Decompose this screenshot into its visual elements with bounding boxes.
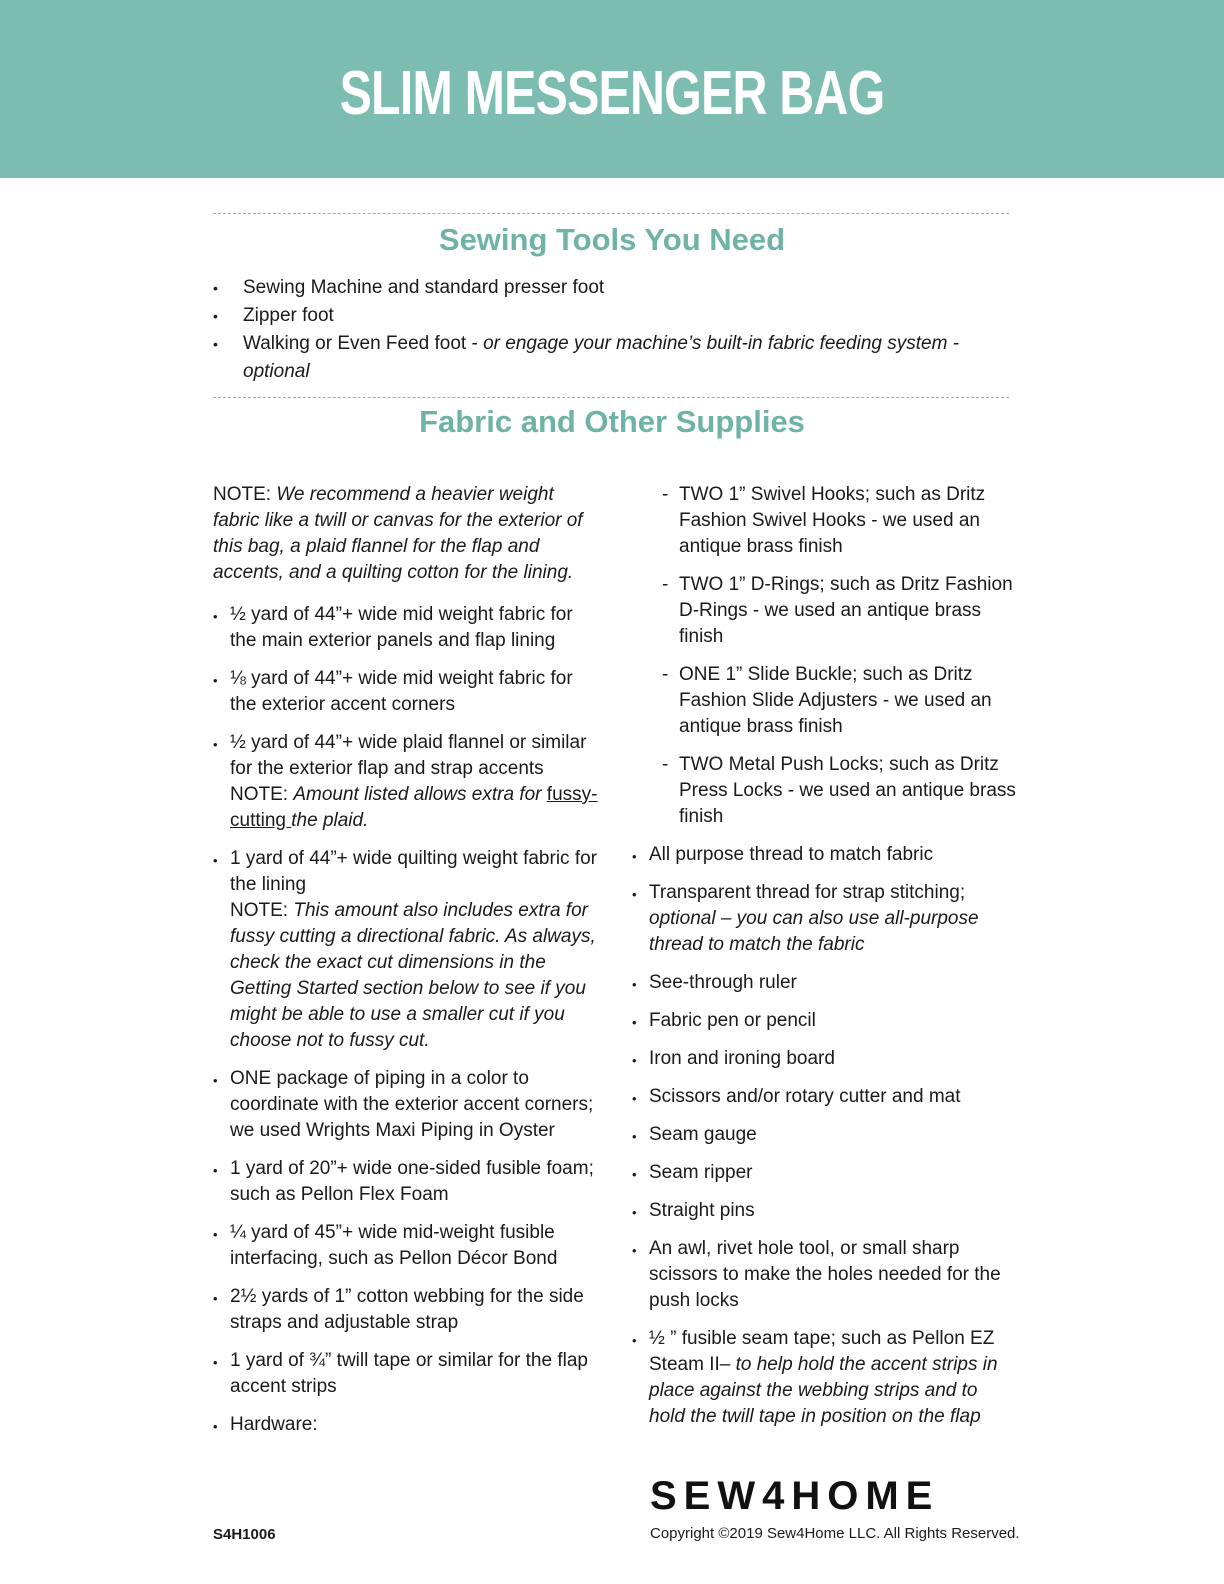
title-banner: [0, 0, 1224, 178]
copyright-notice: Copyright ©2019 Sew4Home LLC. All Rights Reserved.: [650, 1525, 1020, 1542]
supplies-right-column: [632, 482, 1017, 1442]
list-item: • Seam ripper: [632, 1160, 1017, 1186]
list-item: • ½ yard of 44”+ wide plaid flannel or similar for the exterior flap and strap accents NOTE: Amount listed allows extra for fussy-cutting the plaid.: [213, 730, 598, 834]
list-item: • An awl, rivet hole tool, or small sharp scissors to make the holes needed for the push locks: [632, 1236, 1017, 1314]
hardware-item: - TWO 1” Swivel Hooks; such as Dritz Fashion Swivel Hooks - we used an antique brass finish: [632, 482, 1017, 560]
list-item: • Fabric pen or pencil: [632, 1008, 1017, 1034]
section-divider: [213, 397, 1009, 398]
supplies-left-column: [213, 482, 598, 1450]
list-item: • Zipper foot: [213, 302, 1013, 330]
hardware-item: - TWO 1” D-Rings; such as Dritz Fashion D-Rings - we used an antique brass finish: [632, 572, 1017, 650]
pattern-code: S4H1006: [213, 1526, 276, 1543]
list-item: • ½ ” fusible seam tape; such as Pellon EZ Steam II– to help hold the accent strips in place against the webbing strips and to hold the twill tape in position on the flap: [632, 1326, 1017, 1430]
page-title: SLIM MESSENGER BAG: [339, 59, 885, 128]
list-item: • Seam gauge: [632, 1122, 1017, 1148]
list-item: • ¼ yard of 45”+ wide mid-weight fusible interfacing, such as Pellon Décor Bond: [213, 1220, 598, 1272]
list-item: • Straight pins: [632, 1198, 1017, 1224]
list-item: • Walking or Even Feed foot - or engage your machine’s built-in fabric feeding system - optional: [213, 330, 1013, 386]
list-item: • 2½ yards of 1” cotton webbing for the side straps and adjustable strap: [213, 1284, 598, 1336]
list-item: • All purpose thread to match fabric: [632, 842, 1017, 868]
fussy-cutting-link[interactable]: fussy-cutting: [230, 784, 598, 831]
sew4home-logo: SEW4HOME: [650, 1474, 940, 1518]
tools-section-title: Sewing Tools You Need: [438, 222, 786, 257]
list-item: • ⅛ yard of 44”+ wide mid weight fabric for the exterior accent corners: [213, 666, 598, 718]
list-item: • ½ yard of 44”+ wide mid weight fabric for the main exterior panels and flap lining: [213, 602, 598, 654]
hardware-item: - TWO Metal Push Locks; such as Dritz Press Locks - we used an antique brass finish: [632, 752, 1017, 830]
list-item: • Iron and ironing board: [632, 1046, 1017, 1072]
list-item: • See-through ruler: [632, 970, 1017, 996]
list-item: • 1 yard of 20”+ wide one-sided fusible foam; such as Pellon Flex Foam: [213, 1156, 598, 1208]
hardware-item: - ONE 1” Slide Buckle; such as Dritz Fashion Slide Adjusters - we used an antique brass finish: [632, 662, 1017, 740]
list-item: • 1 yard of 44”+ wide quilting weight fabric for the lining NOTE: This amount also includes extra for fussy cutting a directional fabric. As always, check the exact cut dimensions in the Getting Started section below to see if you might be able to use a smaller cut if you choose not to fussy cut.: [213, 846, 598, 1054]
list-item: • Hardware:: [213, 1412, 598, 1438]
list-item: • ONE package of piping in a color to coordinate with the exterior accent corners; we used Wrights Maxi Piping in Oyster: [213, 1066, 598, 1144]
section-divider: [213, 213, 1009, 214]
list-item: • 1 yard of ¾” twill tape or similar for the flap accent strips: [213, 1348, 598, 1400]
fabric-note: NOTE: We recommend a heavier weight fabric like a twill or canvas for the exterior of this bag, a plaid flannel for the flap and accents, and a quilting cotton for the lining.: [213, 484, 583, 583]
list-item: • Scissors and/or rotary cutter and mat: [632, 1084, 1017, 1110]
list-item: • Transparent thread for strap stitching; optional – you can also use all-purpose thread to match the fabric: [632, 880, 1017, 958]
supplies-section-title: Fabric and Other Supplies: [419, 404, 805, 439]
tools-list: [213, 274, 1013, 386]
list-item: • Sewing Machine and standard presser foot: [213, 274, 1013, 302]
